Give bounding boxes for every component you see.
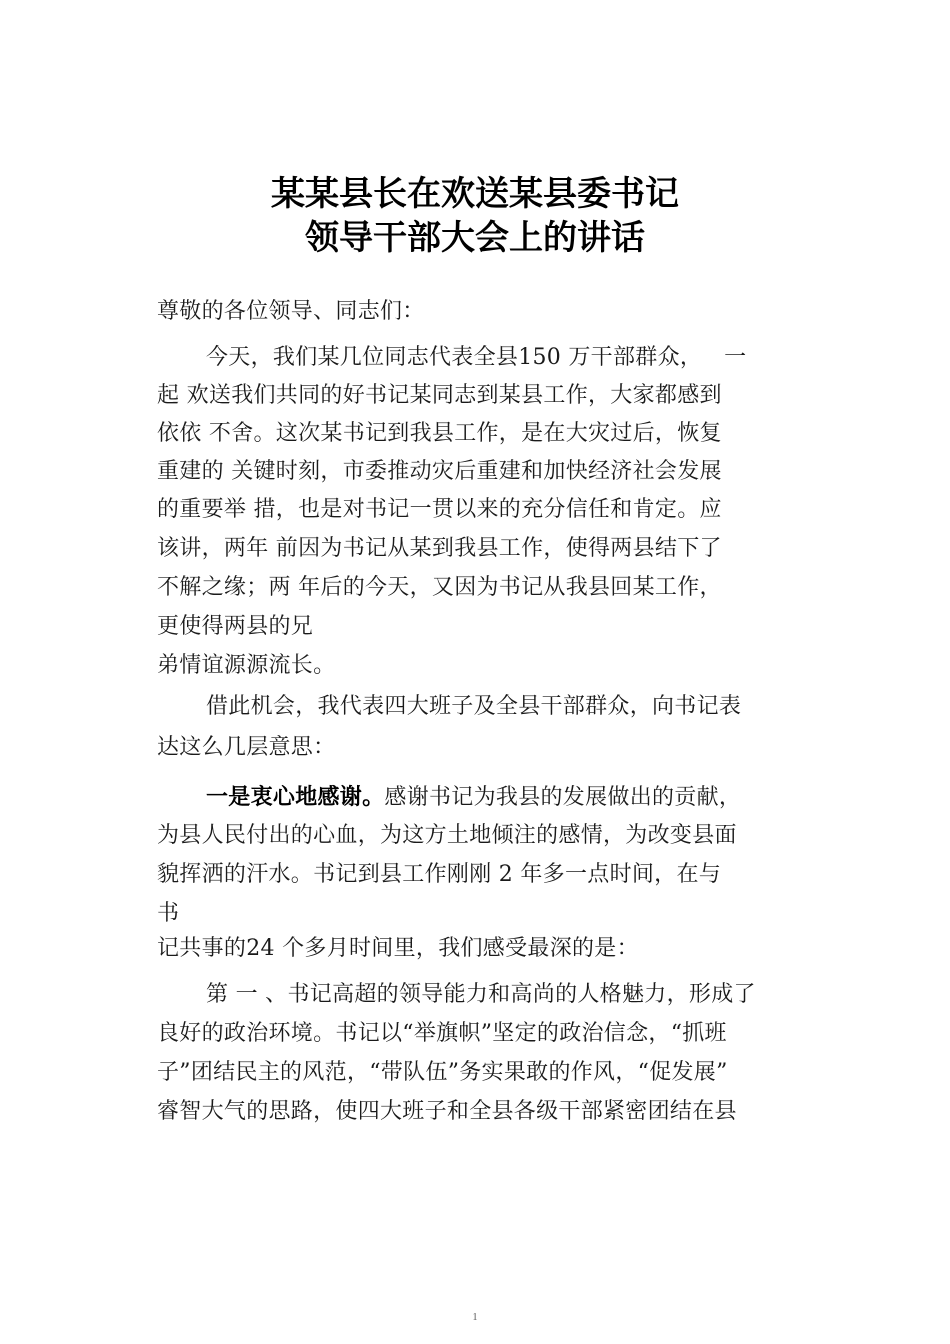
paragraph-line: 更使得两县的兄: [157, 614, 314, 639]
document-title-line-2: 领导干部大会上的讲话: [305, 218, 645, 258]
paragraph-line: 借此机会，我代表四大班子及全县干部群众，向书记表: [206, 694, 742, 719]
page-number: 1: [472, 1312, 478, 1323]
paragraph-line: 为县人民付出的心血，为这方土地倾注的感情，为改变县面: [157, 823, 737, 848]
paragraph-line: 的重要举 措，也是对书记一贯以来的充分信任和肯定。应: [157, 497, 722, 522]
paragraph-line: 依依 不舍。这次某书记到我县工作，是在大灾过后，恢复: [157, 421, 722, 446]
paragraph-line: 起 欢送我们共同的好书记某同志到某县工作，大家都感到: [157, 383, 722, 408]
paragraph-line: 第 一 、书记高超的领导能力和高尚的人格魅力，形成了: [206, 982, 756, 1007]
paragraph-line: 弟情谊源源流长。: [157, 653, 336, 678]
paragraph-line: 达这么几层意思：: [157, 735, 336, 760]
paragraph-line: 书: [157, 901, 180, 926]
paragraph-line: 不解之缘；两 年后的今天，又因为书记从我县回某工作，: [157, 575, 722, 600]
paragraph-line: 貌挥洒的汗水。书记到县工作刚刚 2 年多一点时间，在与: [157, 862, 722, 887]
document-title-line-1: 某某县长在欢送某县委书记: [271, 174, 679, 214]
salutation: 尊敬的各位领导、同志们：: [157, 299, 425, 324]
paragraph-line: 子”团结民主的风范，“带队伍”务实果敢的作风，“促发展”: [157, 1060, 728, 1085]
paragraph-line: 睿智大气的思路，使四大班子和全县各级干部紧密团结在县: [157, 1099, 737, 1124]
paragraph-line-with-lead: [206, 782, 741, 813]
paragraph-line: 今天，我们某几位同志代表全县150 万干部群众， 一: [206, 345, 747, 370]
paragraph-line-text: 感谢书记为我县的发展做出的贡献，: [384, 785, 742, 810]
paragraph-line: 良好的政治环境。书记以“举旗帜”坚定的政治信念，“抓班: [157, 1021, 727, 1046]
bold-lead-phrase: 一是衷心地感谢。: [206, 784, 385, 810]
paragraph-line: 记共事的24 个多月时间里，我们感受最深的是：: [157, 936, 639, 961]
paragraph-line: 重建的 关键时刻，市委推动灾后重建和加快经济社会发展: [157, 459, 722, 484]
paragraph-line: 该讲，两年 前因为书记从某到我县工作，使得两县结下了: [157, 536, 722, 561]
